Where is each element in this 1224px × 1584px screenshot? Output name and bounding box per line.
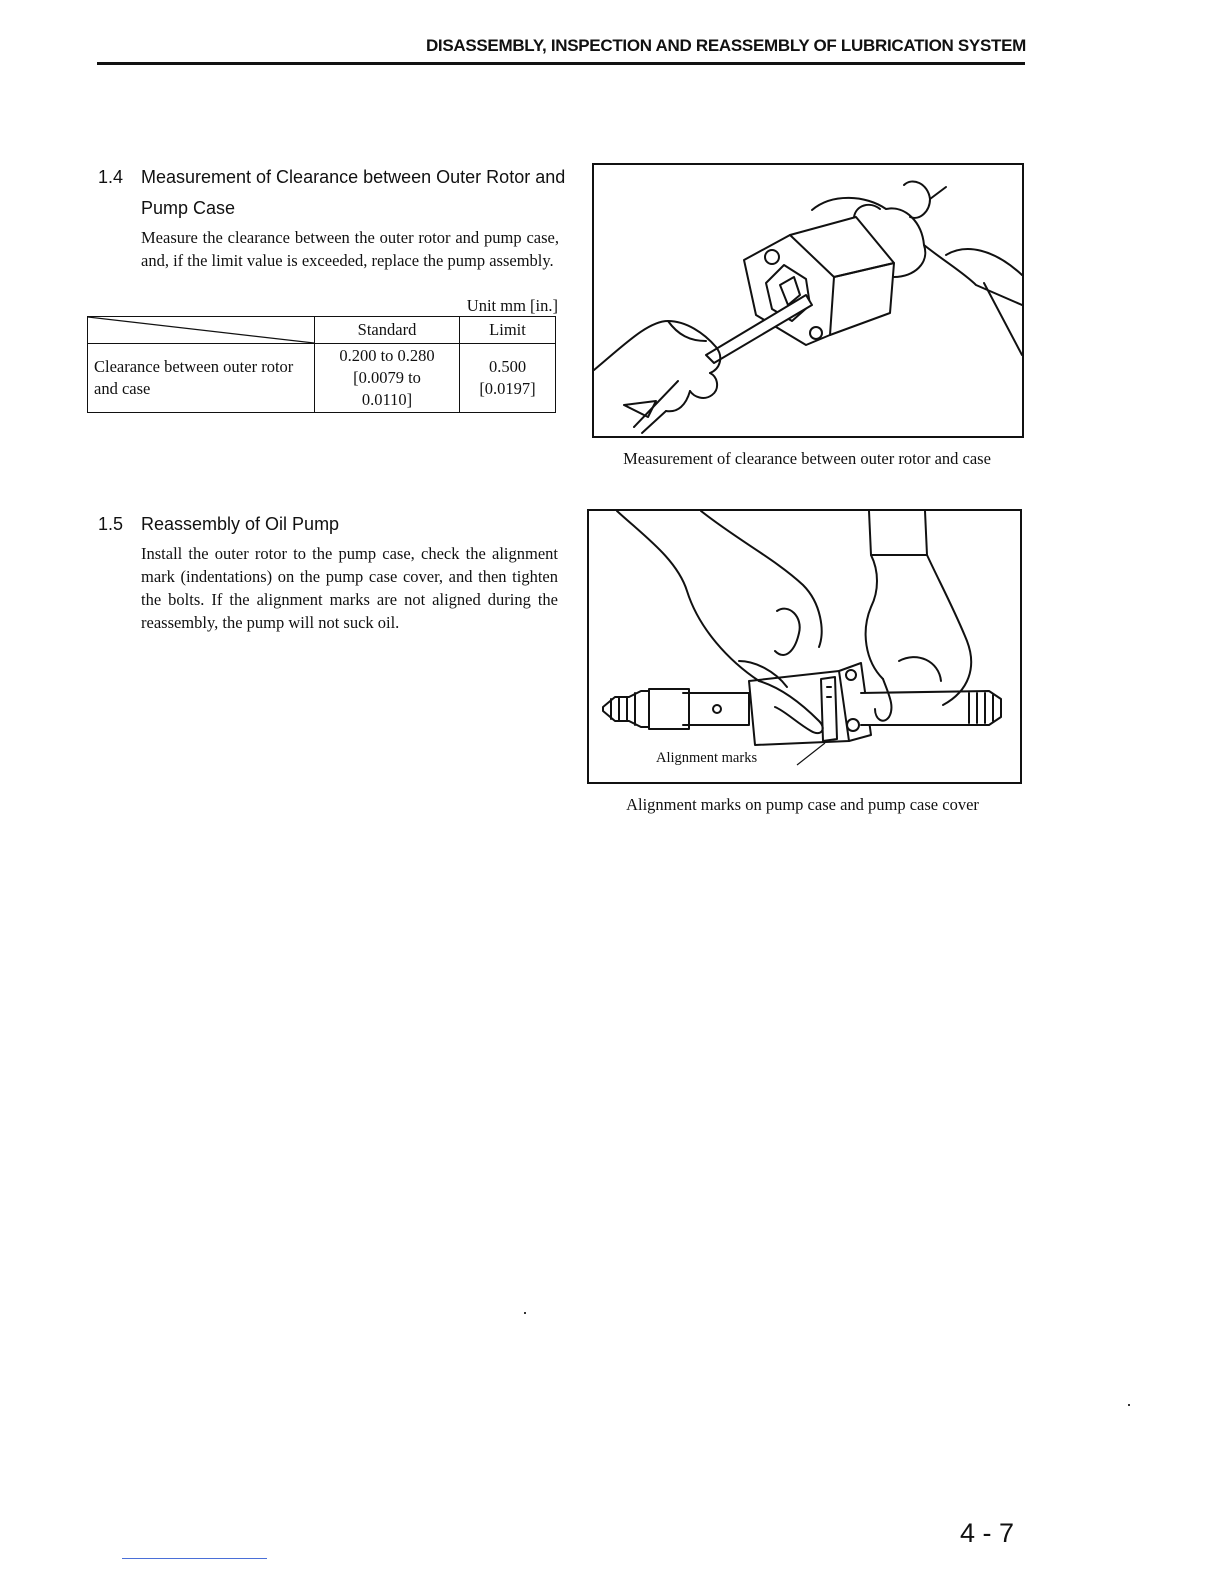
figure-alignment-caption: Alignment marks on pump case and pump case cover	[626, 795, 979, 814]
section-1-5-number: 1.5	[98, 514, 124, 534]
footer-underline	[122, 1558, 267, 1559]
standard-value-line: [0.0079 to	[353, 368, 421, 387]
clearance-spec-table	[87, 316, 556, 413]
section-1-5-title: Reassembly of Oil Pump	[141, 514, 340, 534]
table-row	[88, 344, 556, 413]
unit-label: Unit mm [in.]	[466, 296, 558, 315]
table-cell-limit	[460, 344, 556, 413]
section-1-4-body: Measure the clearance between the outer rotor and pump case, and, if the limit value is exceeded, replace the pump assembly.	[141, 228, 559, 270]
standard-value-line: 0.0110]	[361, 390, 413, 409]
table-corner-cell	[88, 317, 315, 344]
header-rule	[97, 62, 1025, 65]
figure-alignment-marks	[587, 509, 1022, 784]
running-header: DISASSEMBLY, INSPECTION AND REASSEMBLY OF LUBRICATION SYSTEM	[425, 36, 1026, 55]
clearance-measurement-illustration	[594, 165, 1022, 436]
diagonal-line	[88, 317, 314, 343]
section-1-4-title: Measurement of Clearance between Outer Rotor and Pump Case	[141, 167, 566, 218]
limit-value-line: 0.500	[488, 357, 527, 376]
limit-value-line: [0.0197]	[479, 379, 536, 398]
figure-clearance-measurement	[592, 163, 1024, 438]
alignment-marks-illustration	[589, 511, 1020, 782]
section-1-5-body: Install the outer rotor to the pump case, check the alignment mark (indentations) on the pump case cover, and then tighten the bolts. If the alignment marks are not aligned during the reassembly, the pump will not suck oil.	[141, 544, 558, 632]
table-cell-standard	[315, 344, 460, 413]
alignment-marks-callout: Alignment marks	[656, 750, 758, 766]
table-row-label: Clearance between outer rotor and case	[88, 344, 315, 413]
table-header-standard: Standard	[315, 317, 460, 344]
standard-value-line: 0.200 to 0.280	[339, 346, 435, 365]
page-number: 4 - 7	[960, 1518, 1015, 1548]
table-header-limit: Limit	[460, 317, 556, 344]
scan-speck	[524, 1312, 526, 1314]
figure-clearance-caption: Measurement of clearance between outer rotor and case	[623, 449, 991, 468]
section-1-4-number: 1.4	[98, 167, 124, 187]
scan-speck	[1128, 1404, 1130, 1406]
